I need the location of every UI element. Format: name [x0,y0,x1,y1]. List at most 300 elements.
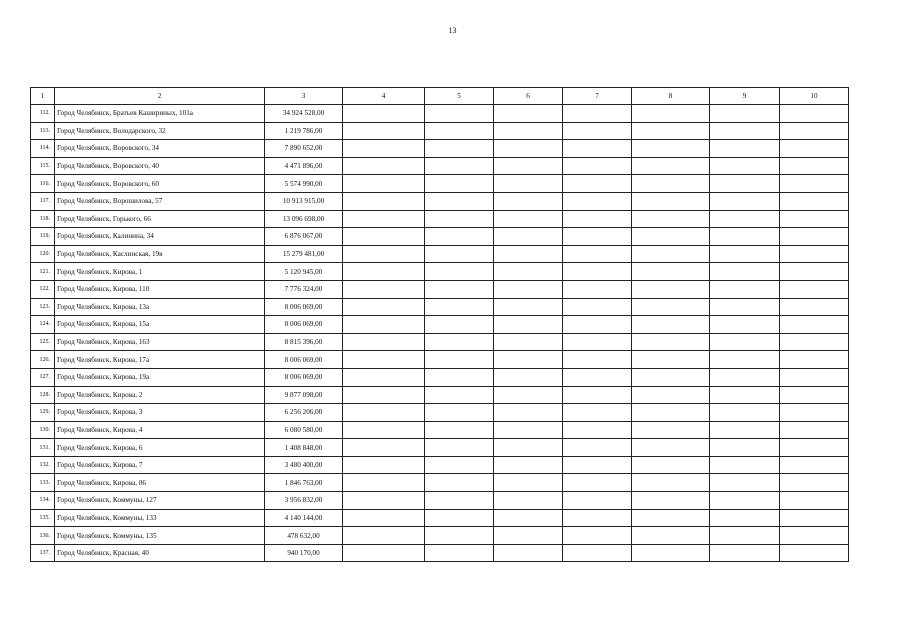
table-row [31,192,849,210]
empty-cell [780,333,849,351]
column-header: 3 [265,88,343,105]
amount-cell: 9 877 098,00 [265,386,343,404]
empty-cell [425,316,494,334]
empty-cell [494,140,563,158]
address-cell: Город Челябинск, Кирова, 15а [55,316,265,334]
empty-cell [494,492,563,510]
empty-cell [343,316,425,334]
empty-cell [425,245,494,263]
empty-cell [780,316,849,334]
empty-cell [494,386,563,404]
empty-cell [425,527,494,545]
empty-cell [494,210,563,228]
empty-cell [710,122,780,140]
address-cell: Город Челябинск, Кирова, 7 [55,456,265,474]
address-cell: Город Челябинск, Кирова, 163 [55,333,265,351]
empty-cell [632,544,710,562]
empty-cell [563,351,632,369]
column-header: 10 [780,88,849,105]
table-row [31,492,849,510]
empty-cell [780,228,849,246]
address-cell: Город Челябинск, Ворошилова, 57 [55,192,265,210]
row-number: 115. [31,157,55,175]
empty-cell [343,280,425,298]
table-row [31,456,849,474]
address-cell: Город Челябинск, Коммуны, 133 [55,509,265,527]
row-number: 112. [31,105,55,123]
empty-cell [710,105,780,123]
amount-cell: 5 120 945,00 [265,263,343,281]
row-number: 137. [31,544,55,562]
row-number: 119. [31,228,55,246]
empty-cell [343,527,425,545]
address-cell: Город Челябинск, Коммуны, 135 [55,527,265,545]
empty-cell [710,192,780,210]
row-number: 132. [31,456,55,474]
empty-cell [710,509,780,527]
table-row [31,368,849,386]
address-cell: Город Челябинск, Воровского, 34 [55,140,265,158]
empty-cell [632,122,710,140]
empty-cell [632,351,710,369]
row-number: 113. [31,122,55,140]
amount-cell: 8 006 069,00 [265,298,343,316]
empty-cell [710,333,780,351]
empty-cell [632,333,710,351]
row-number: 135. [31,509,55,527]
row-number: 136. [31,527,55,545]
row-number: 124. [31,316,55,334]
table-row [31,280,849,298]
column-header: 6 [494,88,563,105]
empty-cell [563,421,632,439]
table-row [31,386,849,404]
empty-cell [494,263,563,281]
amount-cell: 3 480 400,00 [265,456,343,474]
row-number: 134. [31,492,55,510]
empty-cell [343,192,425,210]
empty-cell [710,351,780,369]
empty-cell [710,456,780,474]
empty-cell [780,105,849,123]
empty-cell [632,280,710,298]
amount-cell: 1 846 763,00 [265,474,343,492]
empty-cell [780,421,849,439]
row-number: 133. [31,474,55,492]
empty-cell [343,439,425,457]
empty-cell [494,228,563,246]
empty-cell [632,157,710,175]
amount-cell: 7 776 324,00 [265,280,343,298]
empty-cell [343,351,425,369]
empty-cell [563,122,632,140]
empty-cell [563,527,632,545]
empty-cell [343,175,425,193]
empty-cell [563,316,632,334]
empty-cell [343,228,425,246]
empty-cell [494,105,563,123]
empty-cell [632,439,710,457]
empty-cell [563,280,632,298]
empty-cell [425,544,494,562]
row-number: 114. [31,140,55,158]
empty-cell [343,368,425,386]
empty-cell [780,439,849,457]
address-cell: Город Челябинск, Кирова, 19а [55,368,265,386]
amount-cell: 6 256 206,00 [265,404,343,422]
amount-cell: 4 140 144,00 [265,509,343,527]
empty-cell [710,175,780,193]
empty-cell [632,140,710,158]
column-header: 5 [425,88,494,105]
empty-cell [710,263,780,281]
empty-cell [632,456,710,474]
empty-cell [780,122,849,140]
row-number: 126. [31,351,55,369]
empty-cell [494,544,563,562]
empty-cell [632,210,710,228]
column-header: 8 [632,88,710,105]
address-cell: Город Челябинск, Горького, 66 [55,210,265,228]
address-cell: Город Челябинск, Кирова, 4 [55,421,265,439]
table-row [31,351,849,369]
empty-cell [343,474,425,492]
table-row [31,298,849,316]
address-cell: Город Челябинск, Кирова, 6 [55,439,265,457]
amount-cell: 6 080 580,00 [265,421,343,439]
address-cell: Город Челябинск, Володарского, 32 [55,122,265,140]
empty-cell [780,386,849,404]
column-header: 2 [55,88,265,105]
empty-cell [343,386,425,404]
empty-cell [710,140,780,158]
empty-cell [425,192,494,210]
empty-cell [425,228,494,246]
empty-cell [343,140,425,158]
empty-cell [494,404,563,422]
empty-cell [780,404,849,422]
empty-cell [632,404,710,422]
empty-cell [710,421,780,439]
empty-cell [343,105,425,123]
empty-cell [780,175,849,193]
empty-cell [780,544,849,562]
empty-cell [563,192,632,210]
empty-cell [563,105,632,123]
amount-cell: 5 574 990,00 [265,175,343,193]
table-row [31,333,849,351]
empty-cell [343,263,425,281]
table-row [31,105,849,123]
address-cell: Город Челябинск, Кирова, 17а [55,351,265,369]
empty-cell [710,298,780,316]
column-header: 4 [343,88,425,105]
empty-cell [780,263,849,281]
table-row [31,509,849,527]
row-number: 125. [31,333,55,351]
address-cell: Город Челябинск, Красная, 40 [55,544,265,562]
empty-cell [563,386,632,404]
empty-cell [780,368,849,386]
address-cell: Город Челябинск, Братьев Кашириных, 101а [55,105,265,123]
empty-cell [632,316,710,334]
address-cell: Город Челябинск, Каслинская, 19в [55,245,265,263]
empty-cell [425,439,494,457]
amount-cell: 7 890 652,00 [265,140,343,158]
empty-cell [494,474,563,492]
empty-cell [343,245,425,263]
empty-cell [425,122,494,140]
empty-cell [710,280,780,298]
row-number: 122. [31,280,55,298]
empty-cell [494,298,563,316]
address-cell: Город Челябинск, Воровского, 40 [55,157,265,175]
empty-cell [710,544,780,562]
empty-cell [563,509,632,527]
page-number: 13 [448,26,457,35]
empty-cell [494,245,563,263]
amount-cell: 8 815 396,00 [265,333,343,351]
empty-cell [425,280,494,298]
empty-cell [494,527,563,545]
empty-cell [710,439,780,457]
empty-cell [425,351,494,369]
table-row [31,228,849,246]
empty-cell [563,140,632,158]
table-row [31,474,849,492]
empty-cell [780,298,849,316]
amount-cell: 1 219 786,00 [265,122,343,140]
amount-cell: 1 408 848,00 [265,439,343,457]
amount-cell: 8 006 069,00 [265,316,343,334]
empty-cell [425,157,494,175]
empty-cell [494,456,563,474]
empty-cell [494,122,563,140]
empty-cell [632,386,710,404]
empty-cell [425,175,494,193]
table-row [31,263,849,281]
empty-cell [343,509,425,527]
empty-cell [632,175,710,193]
table-row [31,316,849,334]
table-row [31,421,849,439]
empty-cell [343,298,425,316]
empty-cell [425,140,494,158]
empty-cell [710,474,780,492]
empty-cell [425,368,494,386]
empty-cell [494,368,563,386]
empty-cell [710,228,780,246]
empty-cell [710,404,780,422]
amount-cell: 34 924 528,00 [265,105,343,123]
row-number: 121. [31,263,55,281]
empty-cell [494,439,563,457]
empty-cell [563,210,632,228]
empty-cell [425,509,494,527]
empty-cell [632,298,710,316]
empty-cell [710,527,780,545]
empty-cell [494,192,563,210]
empty-cell [425,456,494,474]
empty-cell [632,368,710,386]
empty-cell [343,122,425,140]
address-cell: Город Челябинск, Коммуны, 127 [55,492,265,510]
address-cell: Город Челябинск, Воровского, 60 [55,175,265,193]
row-number: 117. [31,192,55,210]
empty-cell [425,421,494,439]
amount-cell: 15 279 481,00 [265,245,343,263]
empty-cell [780,140,849,158]
empty-cell [425,263,494,281]
row-number: 120. [31,245,55,263]
empty-cell [563,404,632,422]
empty-cell [563,245,632,263]
table-row [31,157,849,175]
data-table [30,87,849,562]
empty-cell [563,175,632,193]
empty-cell [780,245,849,263]
address-cell: Город Челябинск, Кирова, 110 [55,280,265,298]
row-number: 129. [31,404,55,422]
amount-cell: 6 876 067,00 [265,228,343,246]
empty-cell [780,474,849,492]
empty-cell [425,492,494,510]
empty-cell [563,157,632,175]
empty-cell [710,245,780,263]
empty-cell [563,228,632,246]
empty-cell [425,404,494,422]
empty-cell [780,210,849,228]
address-cell: Город Челябинск, Калинина, 34 [55,228,265,246]
address-cell: Город Челябинск, Кирова, 3 [55,404,265,422]
amount-cell: 8 006 069,00 [265,368,343,386]
table-row [31,245,849,263]
column-header: 9 [710,88,780,105]
empty-cell [563,544,632,562]
empty-cell [710,316,780,334]
row-number: 116. [31,175,55,193]
empty-cell [343,333,425,351]
empty-cell [563,368,632,386]
table-row [31,122,849,140]
empty-cell [632,421,710,439]
empty-cell [343,544,425,562]
empty-cell [780,192,849,210]
address-cell: Город Челябинск, Кирова, 86 [55,474,265,492]
empty-cell [780,509,849,527]
column-header: 7 [563,88,632,105]
row-number: 131. [31,439,55,457]
amount-cell: 4 471 896,00 [265,157,343,175]
amount-cell: 10 913 915,00 [265,192,343,210]
empty-cell [780,527,849,545]
empty-cell [632,228,710,246]
empty-cell [632,509,710,527]
empty-cell [494,280,563,298]
empty-cell [425,386,494,404]
table-body [31,105,849,562]
empty-cell [425,298,494,316]
empty-cell [494,333,563,351]
empty-cell [780,280,849,298]
empty-cell [780,492,849,510]
empty-cell [425,333,494,351]
empty-cell [710,492,780,510]
column-header: 1 [31,88,55,105]
empty-cell [494,175,563,193]
empty-cell [632,192,710,210]
empty-cell [710,157,780,175]
row-number: 123. [31,298,55,316]
empty-cell [494,316,563,334]
empty-cell [494,351,563,369]
header-row [31,88,849,105]
amount-cell: 940 170,00 [265,544,343,562]
row-number: 128. [31,386,55,404]
empty-cell [632,105,710,123]
address-cell: Город Челябинск, Кирова, 1 [55,263,265,281]
empty-cell [632,245,710,263]
empty-cell [425,474,494,492]
empty-cell [563,439,632,457]
empty-cell [494,157,563,175]
empty-cell [632,474,710,492]
row-number: 118. [31,210,55,228]
empty-cell [425,105,494,123]
amount-cell: 13 096 698,00 [265,210,343,228]
empty-cell [494,421,563,439]
amount-cell: 8 006 069,00 [265,351,343,369]
empty-cell [563,492,632,510]
empty-cell [632,527,710,545]
empty-cell [563,333,632,351]
table-row [31,404,849,422]
empty-cell [343,210,425,228]
table-row [31,439,849,457]
table-row [31,527,849,545]
table-row [31,140,849,158]
empty-cell [563,298,632,316]
empty-cell [563,263,632,281]
amount-cell: 3 956 832,00 [265,492,343,510]
empty-cell [710,386,780,404]
empty-cell [563,474,632,492]
empty-cell [343,456,425,474]
empty-cell [710,210,780,228]
table-row [31,210,849,228]
table-row [31,544,849,562]
empty-cell [343,492,425,510]
empty-cell [780,351,849,369]
empty-cell [710,368,780,386]
empty-cell [780,157,849,175]
row-number: 127. [31,368,55,386]
row-number: 130. [31,421,55,439]
empty-cell [343,157,425,175]
address-cell: Город Челябинск, Кирова, 13а [55,298,265,316]
amount-cell: 478 632,00 [265,527,343,545]
address-cell: Город Челябинск, Кирова, 2 [55,386,265,404]
empty-cell [632,492,710,510]
empty-cell [425,210,494,228]
empty-cell [343,421,425,439]
empty-cell [494,509,563,527]
empty-cell [563,456,632,474]
empty-cell [343,404,425,422]
table-row [31,175,849,193]
empty-cell [780,456,849,474]
empty-cell [632,263,710,281]
